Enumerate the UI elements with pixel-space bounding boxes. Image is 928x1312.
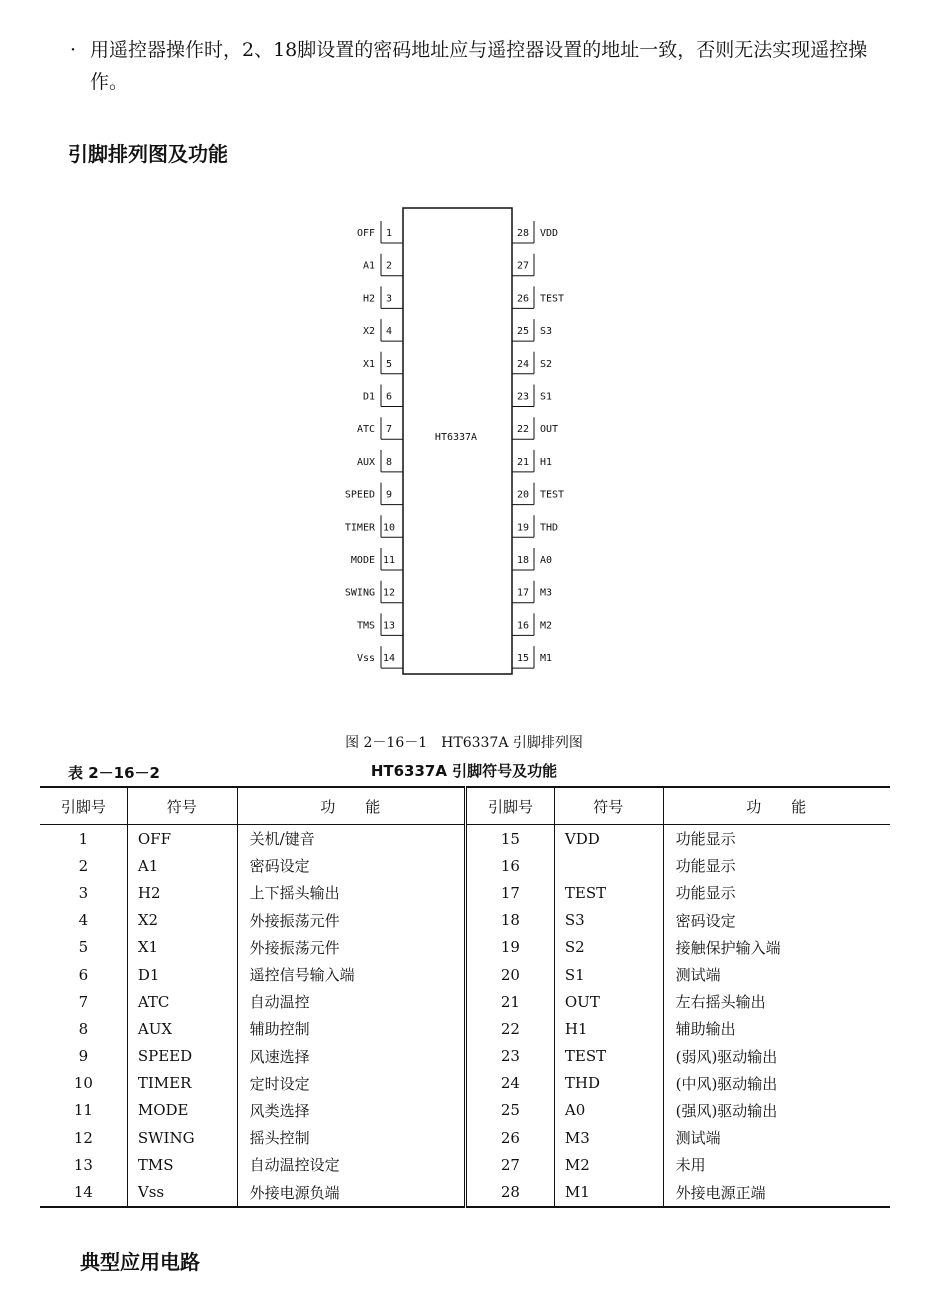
pin-number-left: 8 xyxy=(385,456,393,468)
symbol-cell: M2 xyxy=(554,1151,663,1178)
pin-label-right: H1 xyxy=(540,456,553,468)
pin-number-cell: 2 xyxy=(78,856,89,875)
pin-number-cell: 12 xyxy=(73,1128,93,1147)
table-row xyxy=(40,907,890,934)
pin-number-left: 7 xyxy=(385,424,393,436)
note-text: 用遥控器操作时，2、18脚设置的密码地址应与遥控器设置的地址一致，否则无法实现遥控操作。 xyxy=(90,39,868,93)
pin-label-left: X1 xyxy=(362,358,375,370)
pin-label-right: M2 xyxy=(540,620,553,632)
header-function: 功 能 xyxy=(663,787,890,825)
pin-number-cell: 9 xyxy=(78,1047,89,1066)
pin-number-cell: 4 xyxy=(78,911,89,930)
function-cell: 自动温控 xyxy=(237,988,465,1015)
pin-number-left: 3 xyxy=(385,293,393,305)
pin-number-left: 12 xyxy=(382,587,396,599)
pin-number-cell: 18 xyxy=(466,907,555,934)
pin-label-right: TEST xyxy=(540,489,565,501)
pin-label-right: THD xyxy=(540,522,559,534)
symbol-cell: X1 xyxy=(127,934,237,961)
left-pins xyxy=(345,221,403,668)
pin-number-cell: 21 xyxy=(466,988,555,1015)
section-title-pinout: 引脚排列图及功能 xyxy=(68,142,228,166)
table-row xyxy=(40,1151,890,1178)
symbol-cell: TEST xyxy=(554,1043,663,1070)
pin-number-left: 11 xyxy=(382,555,396,566)
symbol-cell: X2 xyxy=(127,907,237,934)
pin-label-right: S3 xyxy=(540,326,553,338)
symbol-cell: MODE xyxy=(127,1097,237,1124)
pin-number-cell: 24 xyxy=(466,1070,555,1097)
symbol-cell: OFF xyxy=(127,825,237,853)
pin-label-left: TIMER xyxy=(344,522,375,534)
function-cell: 接触保护输入端 xyxy=(663,934,890,961)
function-cell: 风类选择 xyxy=(237,1097,465,1124)
function-cell: 外接振荡元件 xyxy=(237,934,465,961)
pin-label-right: TEST xyxy=(540,293,565,305)
table-row xyxy=(40,1097,890,1124)
pin-number-left: 13 xyxy=(382,620,396,632)
function-cell: 遥控信号输入端 xyxy=(237,961,465,988)
pin-number-cell: 14 xyxy=(73,1183,93,1202)
pin-number-cell: 5 xyxy=(78,938,89,957)
function-cell: 测试端 xyxy=(663,1124,890,1151)
function-cell: 摇头控制 xyxy=(237,1124,465,1151)
symbol-cell: S1 xyxy=(554,961,663,988)
pin-label-left: H2 xyxy=(362,293,375,305)
symbol-cell: TMS xyxy=(127,1151,237,1178)
function-cell: 自动温控设定 xyxy=(237,1151,465,1178)
function-cell: 左右摇头输出 xyxy=(663,988,890,1015)
section-title-circuit: 典型应用电路 xyxy=(80,1250,200,1274)
function-cell: 测试端 xyxy=(663,961,890,988)
pin-number-cell: 23 xyxy=(466,1043,555,1070)
symbol-cell: Vss xyxy=(127,1178,237,1206)
pin-number-right: 19 xyxy=(516,522,530,534)
pin-number-right: 24 xyxy=(516,358,530,370)
symbol-cell: S2 xyxy=(554,934,663,961)
pin-number-left: 2 xyxy=(385,260,393,272)
table-row xyxy=(40,961,890,988)
function-cell: 外接振荡元件 xyxy=(237,907,465,934)
pin-number-right: 18 xyxy=(516,555,530,566)
pin-number-cell: 8 xyxy=(78,1019,89,1038)
function-cell: 功能显示 xyxy=(663,825,890,853)
pin-number-cell: 28 xyxy=(466,1178,555,1206)
pin-number-cell: 20 xyxy=(466,961,555,988)
pin-number-cell: 15 xyxy=(466,825,555,853)
symbol-cell: TIMER xyxy=(127,1070,237,1097)
symbol-cell: ATC xyxy=(127,988,237,1015)
pin-number-cell: 11 xyxy=(73,1101,93,1120)
function-cell: 密码设定 xyxy=(663,907,890,934)
symbol-cell xyxy=(554,852,663,879)
symbol-cell: OUT xyxy=(554,988,663,1015)
pin-number-left: 10 xyxy=(382,522,396,534)
pin-number-right: 27 xyxy=(516,260,530,272)
pin-label-left: TMS xyxy=(356,620,375,632)
pin-number-cell: 1 xyxy=(78,829,89,848)
figure-caption: 图 2－16－1 HT6337A 引脚排列图 xyxy=(345,735,583,751)
pin-number-cell: 25 xyxy=(466,1097,555,1124)
symbol-cell: TEST xyxy=(554,879,663,906)
table-row xyxy=(40,1015,890,1042)
symbol-cell: H2 xyxy=(127,879,237,906)
pin-label-left: D1 xyxy=(362,391,375,403)
pin-number-cell: 6 xyxy=(78,965,89,984)
table-row xyxy=(40,1124,890,1151)
function-cell: 外接电源正端 xyxy=(663,1178,890,1206)
pin-label-left: SWING xyxy=(344,587,375,599)
function-cell: (强风)驱动输出 xyxy=(663,1097,890,1124)
function-cell: 未用 xyxy=(663,1151,890,1178)
pin-number-right: 23 xyxy=(516,391,530,403)
symbol-cell: SWING xyxy=(127,1124,237,1151)
pin-number-cell: 10 xyxy=(73,1074,93,1093)
pin-number-right: 16 xyxy=(516,620,530,632)
pin-number-cell: 16 xyxy=(466,852,555,879)
pin-label-left: ATC xyxy=(356,424,375,436)
pin-label-left: A1 xyxy=(362,260,375,272)
pin-number-cell: 13 xyxy=(73,1155,93,1174)
pin-function-table xyxy=(40,786,890,1208)
table-row xyxy=(40,934,890,961)
pin-label-left: OFF xyxy=(356,228,375,239)
pin-number-cell: 26 xyxy=(466,1124,555,1151)
pin-number-right: 20 xyxy=(516,489,530,501)
symbol-cell: A1 xyxy=(127,852,237,879)
pin-label-left: AUX xyxy=(356,456,375,468)
pin-number-left: 1 xyxy=(385,228,393,239)
symbol-cell: H1 xyxy=(554,1015,663,1042)
table-row xyxy=(40,852,890,879)
pin-label-right: VDD xyxy=(540,228,559,239)
pin-number-left: 14 xyxy=(382,653,396,665)
function-cell: 辅助输出 xyxy=(663,1015,890,1042)
function-cell: (中风)驱动输出 xyxy=(663,1070,890,1097)
function-cell: 风速选择 xyxy=(237,1043,465,1070)
table-row xyxy=(40,1178,890,1206)
function-cell: 辅助控制 xyxy=(237,1015,465,1042)
symbol-cell: SPEED xyxy=(127,1043,237,1070)
pin-number-left: 5 xyxy=(385,358,393,370)
symbol-cell: M1 xyxy=(554,1178,663,1206)
table-title: HT6337A 引脚符号及功能 xyxy=(370,762,558,780)
right-pins xyxy=(512,221,564,668)
pin-number-right: 21 xyxy=(516,456,530,468)
pin-label-left: X2 xyxy=(362,326,375,338)
function-cell: (弱风)驱动输出 xyxy=(663,1043,890,1070)
pin-label-left: Vss xyxy=(356,653,375,665)
pin-label-right: M3 xyxy=(540,587,553,599)
table-row xyxy=(40,1043,890,1070)
pin-number-cell: 22 xyxy=(466,1015,555,1042)
pin-number-cell: 19 xyxy=(466,934,555,961)
header-symbol: 符号 xyxy=(554,787,663,825)
pin-label-right: OUT xyxy=(540,424,559,436)
pin-number-cell: 17 xyxy=(466,879,555,906)
table-row xyxy=(40,1070,890,1097)
pin-label-left: MODE xyxy=(350,555,375,566)
function-cell: 上下摇头输出 xyxy=(237,879,465,906)
chip-name: HT6337A xyxy=(434,432,478,443)
header-pin-number: 引脚号 xyxy=(40,787,127,825)
pin-number-right: 25 xyxy=(516,326,530,338)
function-cell: 密码设定 xyxy=(237,852,465,879)
header-function: 功 能 xyxy=(237,787,465,825)
table-row xyxy=(40,988,890,1015)
pin-number-cell: 7 xyxy=(78,992,89,1011)
pin-number-right: 22 xyxy=(516,424,530,436)
pin-number-right: 15 xyxy=(516,653,530,665)
pin-number-cell: 27 xyxy=(466,1151,555,1178)
header-pin-number: 引脚号 xyxy=(466,787,555,825)
symbol-cell: VDD xyxy=(554,825,663,853)
symbol-cell: S3 xyxy=(554,907,663,934)
pin-label-right: S2 xyxy=(540,358,553,370)
function-cell: 外接电源负端 xyxy=(237,1178,465,1206)
symbol-cell: THD xyxy=(554,1070,663,1097)
pin-label-right: A0 xyxy=(540,555,553,566)
pin-number-left: 9 xyxy=(385,489,393,501)
pin-label-right: S1 xyxy=(540,391,553,403)
function-cell: 定时设定 xyxy=(237,1070,465,1097)
pin-label-left: SPEED xyxy=(344,489,375,501)
pin-number-right: 28 xyxy=(516,228,530,239)
pin-number-left: 4 xyxy=(385,326,393,338)
function-cell: 关机/键音 xyxy=(237,825,465,853)
pin-number-left: 6 xyxy=(385,391,393,403)
table-row xyxy=(40,879,890,906)
table-header-row xyxy=(40,787,890,825)
symbol-cell: D1 xyxy=(127,961,237,988)
bullet-marker: · xyxy=(70,39,77,61)
pin-number-right: 26 xyxy=(516,293,530,305)
pin-label-right: M1 xyxy=(540,653,553,665)
pin-number-right: 17 xyxy=(516,587,530,599)
table-row xyxy=(40,825,890,853)
symbol-cell: AUX xyxy=(127,1015,237,1042)
function-cell: 功能显示 xyxy=(663,879,890,906)
table-number: 表 2－16－2 xyxy=(68,764,160,782)
symbol-cell: M3 xyxy=(554,1124,663,1151)
symbol-cell: A0 xyxy=(554,1097,663,1124)
header-symbol: 符号 xyxy=(127,787,237,825)
function-cell: 功能显示 xyxy=(663,852,890,879)
pin-number-cell: 3 xyxy=(78,883,89,902)
